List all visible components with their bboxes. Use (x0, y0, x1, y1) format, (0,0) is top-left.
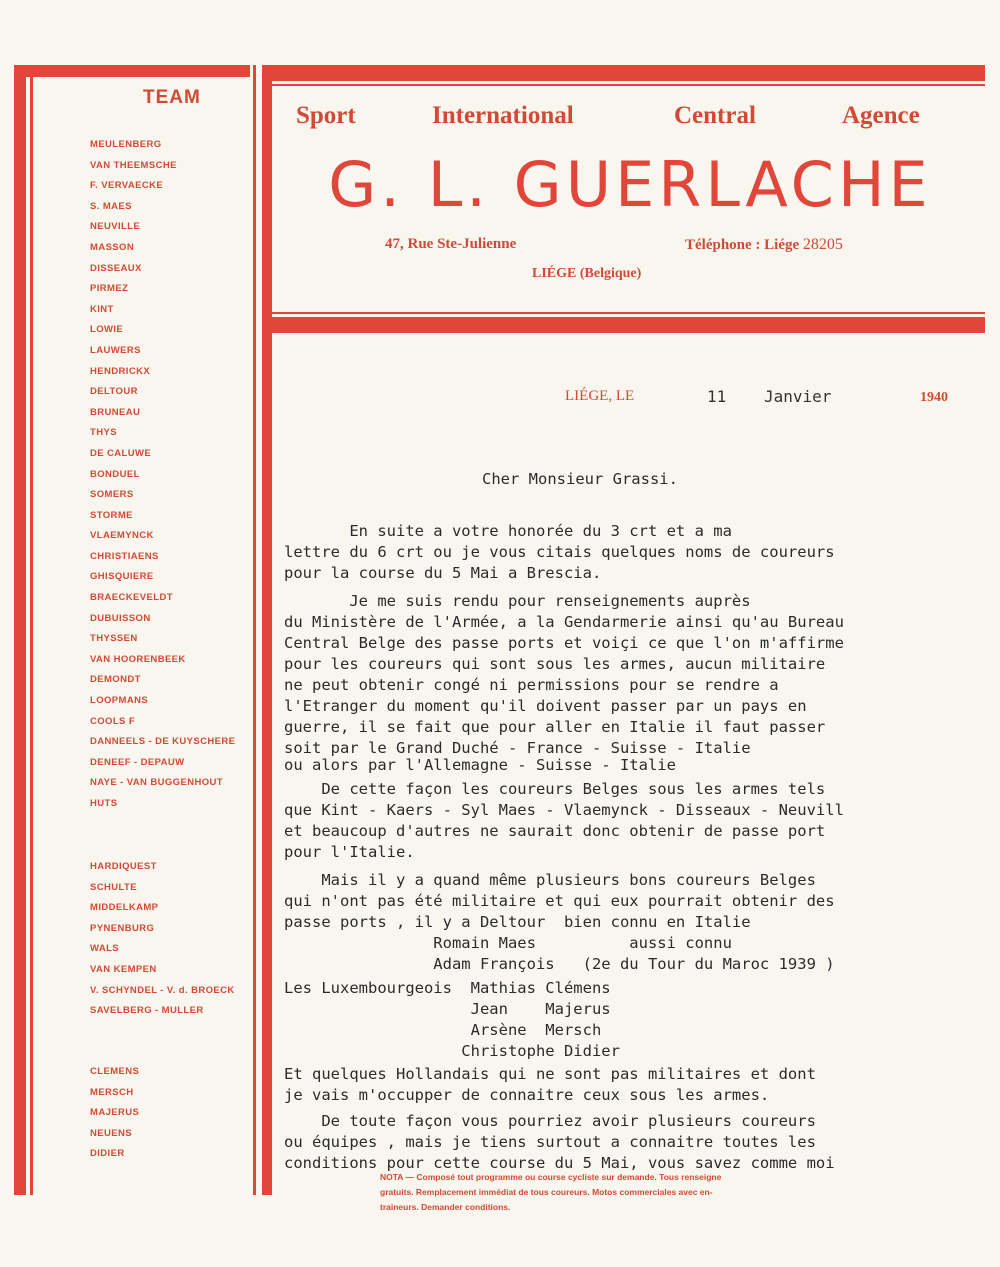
nota-line-3: traineurs. Demander conditions. (380, 1202, 511, 1212)
letter-line: du Ministère de l'Armée, a la Gendarmerie ainsi qu'au Bureau (284, 613, 844, 631)
team-member: VAN KEMPEN (90, 963, 157, 975)
paragraph-1 (284, 521, 835, 584)
team-member: S. MAES (90, 200, 132, 212)
letter-line: Je me suis rendu pour renseignements auprès (284, 592, 751, 610)
header-bottom-thin-rule (272, 312, 985, 314)
salutation: Cher Monsieur Grassi. (482, 470, 678, 488)
date-day: 11 (707, 387, 727, 406)
team-list-belgian (90, 139, 265, 819)
team-member: LOOPMANS (90, 695, 149, 707)
letter-line: Arsène Mersch (284, 1021, 602, 1039)
left-vertical-rule-outer (14, 65, 26, 1195)
paragraph-4 (284, 870, 835, 975)
header-top-thin-rule (272, 84, 985, 86)
letter-line: ne peut obtenir congé ni permissions pour se rendre a (284, 676, 779, 694)
team-member: DEMONDT (90, 674, 141, 686)
team-member: PYNENBURG (90, 922, 155, 934)
letter-line: passe ports , il y a Deltour bien connu en Italie (284, 913, 751, 931)
date-month: Janvier (764, 387, 832, 406)
tagline-word-agence: Agence (842, 102, 920, 129)
letter-line: Et quelques Hollandais qui ne sont pas militaires et dont (284, 1065, 816, 1083)
team-member: MIDDELKAMP (90, 902, 159, 914)
letter-line: l'Etranger du moment qu'il doivent passer par un pays en (284, 697, 807, 715)
letter-line: En suite a votre honorée du 3 crt et a ma (284, 522, 732, 540)
team-member: THYS (90, 427, 117, 439)
team-member: DELTOUR (90, 386, 138, 398)
team-member: PIRMEZ (90, 283, 129, 295)
company-phone (685, 236, 843, 254)
team-member: WALS (90, 943, 120, 955)
team-list-luxembourg (90, 1066, 265, 1169)
team-member: V. SCHYNDEL - V. d. BROECK (90, 984, 235, 996)
letter-line: Les Luxembourgeois Mathias Clémens (284, 979, 611, 997)
team-title: TEAM (143, 87, 201, 108)
tagline-word-central: Central (674, 102, 756, 129)
nota-line-1: NOTA — Composé tout programme ou course cycliste sur demande. Tous renseigne (380, 1172, 722, 1182)
team-member: MAJERUS (90, 1107, 140, 1119)
team-member: COOLS F (90, 715, 136, 727)
team-member: DIDIER (90, 1148, 125, 1160)
team-member: HARDIQUEST (90, 861, 157, 872)
nota-footer (380, 1170, 900, 1215)
letter-line: conditions pour cette course du 5 Mai, vous savez comme moi (284, 1154, 835, 1172)
team-member: DUBUISSON (90, 612, 151, 624)
paragraph-closing (284, 1111, 835, 1174)
nota-line-2: gratuits. Remplacement immédiat de tous coureurs. Motos commerciales avec en- (380, 1187, 713, 1197)
paragraph-luxembourg (284, 978, 620, 1062)
letter-line: ou équipes , mais je tiens surtout a connaitre toutes les (284, 1133, 816, 1151)
team-member: VAN THEEMSCHE (90, 159, 177, 171)
letter-line: pour les coureurs qui sont sous les armes, aucun militaire (284, 655, 826, 673)
team-member: GHISQUIERE (90, 571, 154, 583)
letter-line: soit par le Grand Duché - France - Suisse - Italie (284, 739, 751, 757)
letter-line: pour la course du 5 Mai a Brescia. (284, 564, 602, 582)
team-member: DE CALUWE (90, 447, 152, 459)
letter-line: guerre, il se fait que pour aller en Italie il faut passer (284, 718, 826, 736)
letter-line: qui n'ont pas été militaire et qui eux pourrait obtenir des (284, 892, 835, 910)
company-city: LIÉGE (Belgique) (532, 266, 642, 281)
letter-line: et beaucoup d'autres ne saurait donc obtenir de passe port (284, 822, 826, 840)
letter-line: pour l'Italie. (284, 843, 415, 861)
team-list-dutch (90, 861, 265, 1026)
company-name: G. L. GUERLACHE (328, 148, 932, 221)
team-member: STORME (90, 509, 133, 521)
team-member: LAUWERS (90, 344, 141, 356)
tagline-word-international: International (432, 102, 574, 129)
team-member: SAVELBERG - MULLER (90, 1005, 204, 1017)
team-member: DANNEELS - DE KUYSCHERE (90, 736, 236, 748)
letter-line: je vais m'occupper de connaitre ceux sous les armes. (284, 1086, 770, 1104)
team-member: CHRISTIAENS (90, 550, 159, 562)
team-member: DENEEF - DEPAUW (90, 756, 185, 768)
team-member: DISSEAUX (90, 262, 142, 274)
letter-line: Christophe Didier (284, 1042, 620, 1060)
phone-number: 28205 (802, 236, 843, 253)
phone-label: Téléphone : Liége (685, 237, 800, 253)
team-member: BONDUEL (90, 468, 140, 480)
paragraph-2-route: ou alors par l'Allemagne - Suisse - Italie (284, 756, 676, 774)
header-top-rule (262, 65, 985, 81)
date-year: 1940 (920, 390, 948, 405)
header-bottom-rule (262, 317, 985, 333)
date-prefix: LIÉGE, LE (565, 388, 635, 404)
left-column-top-rule (14, 65, 250, 77)
team-member: CLEMENS (90, 1066, 140, 1077)
letter-line: que Kint - Kaers - Syl Maes - Vlaemynck - Disseaux - Neuvill (284, 801, 844, 819)
team-member: BRAECKEVELDT (90, 592, 173, 604)
team-member: HUTS (90, 798, 118, 809)
team-member: NAYE - VAN BUGGENHOUT (90, 777, 223, 789)
team-member: MERSCH (90, 1086, 134, 1098)
team-member: NEUENS (90, 1127, 132, 1139)
letter-line: Romain Maes aussi connu (284, 934, 732, 952)
team-member: NEUVILLE (90, 221, 141, 233)
team-member: LOWIE (90, 324, 124, 336)
agency-tagline (296, 102, 951, 138)
team-member: VLAEMYNCK (90, 530, 154, 542)
team-member: HENDRICKX (90, 365, 151, 377)
team-member: THYSSEN (90, 633, 138, 645)
letter-line: Jean Majerus (284, 1000, 611, 1018)
company-address: 47, Rue Ste-Julienne (385, 236, 517, 252)
letter-line: De toute façon vous pourriez avoir plusieurs coureurs (284, 1112, 816, 1130)
letter-line: lettre du 6 crt ou je vous citais quelques noms de coureurs (284, 543, 835, 561)
team-member: VAN HOORENBEEK (90, 653, 186, 665)
paragraph-3 (284, 779, 844, 863)
team-member: SCHULTE (90, 881, 137, 893)
letter-line: Mais il y a quand même plusieurs bons coureurs Belges (284, 871, 816, 889)
tagline-word-sport: Sport (296, 102, 356, 129)
team-member: SOMERS (90, 489, 134, 501)
team-member: BRUNEAU (90, 406, 141, 418)
paragraph-2 (284, 591, 844, 759)
team-member: MASSON (90, 241, 135, 253)
team-member: KINT (90, 303, 114, 315)
team-member: F. VERVAECKE (90, 180, 164, 192)
paragraph-dutch (284, 1064, 816, 1106)
left-vertical-rule-inner (30, 65, 33, 1195)
team-member: MEULENBERG (90, 139, 162, 150)
letter-line: Central Belge des passe ports et voiçi ce que l'on m'affirme (284, 634, 844, 652)
letter-line: Adam François (2e du Tour du Maroc 1939 ) (284, 955, 835, 973)
letter-line: De cette façon les coureurs Belges sous les armes tels (284, 780, 826, 798)
